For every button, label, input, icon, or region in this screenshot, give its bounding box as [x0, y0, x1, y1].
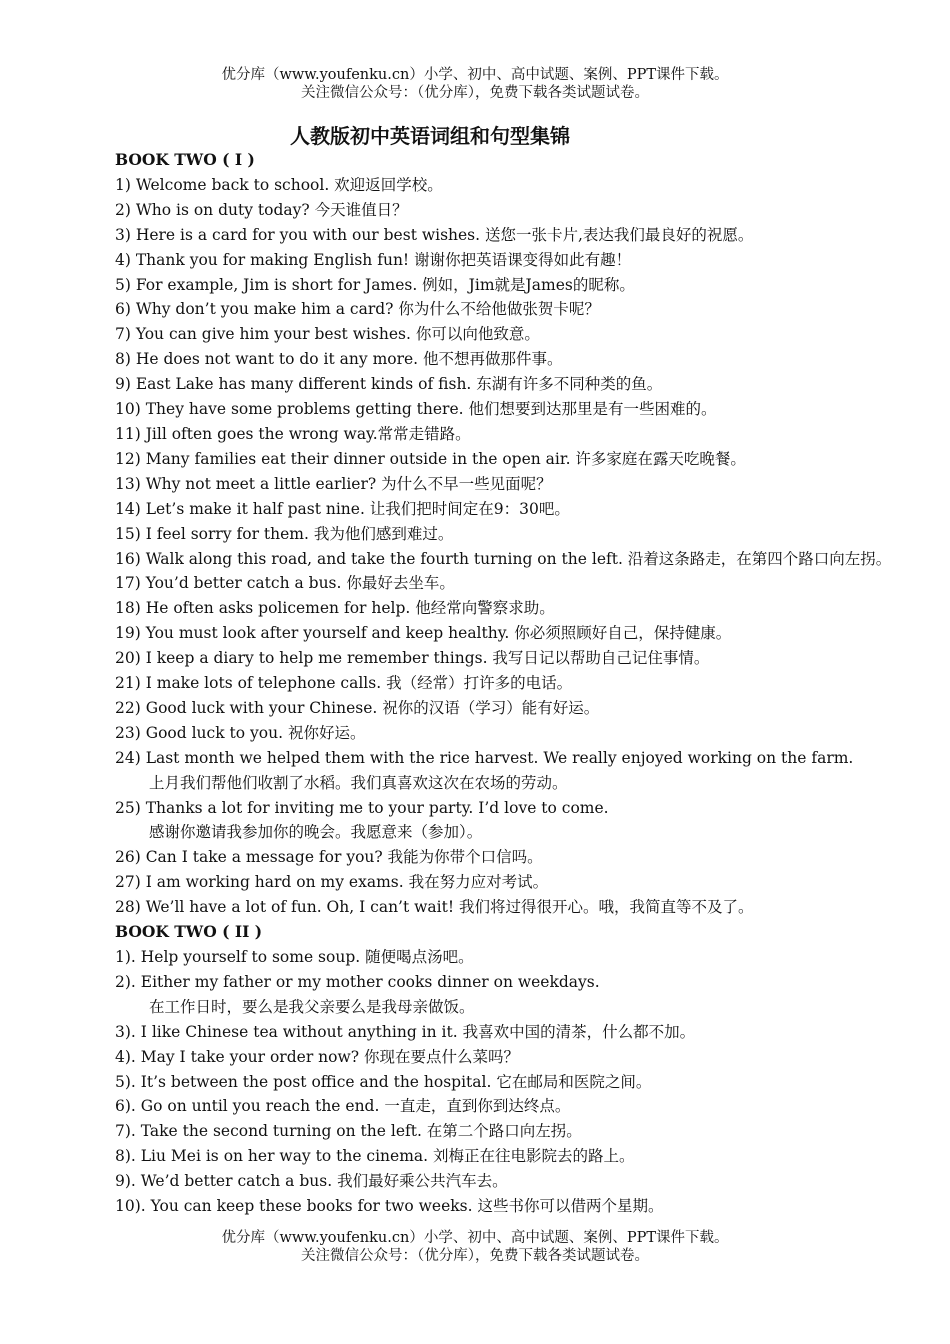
phrase-item: 25) Thanks a lot for inviting me to your party. I’d love to come.: [115, 798, 609, 817]
phrase-item: 8) He does not want to do it any more. 他不想再做那件事。: [115, 350, 563, 369]
phrase-item: 9) East Lake has many different kinds of fish. 东湖有许多不同种类的鱼。: [115, 375, 663, 394]
phrase-item: 4). May I take your order now? 你现在要点什么菜吗？: [115, 1047, 519, 1066]
document-title: 人教版初中英语词组和句型集锦: [290, 124, 570, 148]
phrase-item: 1) Welcome back to school. 欢迎返回学校。: [115, 175, 443, 194]
phrase-item: 27) I am working hard on my exams. 我在努力应对考试。: [115, 873, 549, 892]
phrase-item: 5) For example, Jim is short for James. 例如，Jim就是James的昵称。: [115, 275, 635, 294]
footer-line-2: 关注微信公众号：（优分库），免费下载各类试题试卷。: [301, 1248, 649, 1264]
phrase-item: 21) I make lots of telephone calls. 我（经常）打许多的电话。: [115, 674, 573, 693]
phrase-item: 11) Jill often goes the wrong way.常常走错路。: [115, 424, 471, 443]
phrase-item: 23) Good luck to you. 祝你好运。: [115, 723, 366, 742]
phrase-item: 3). I like Chinese tea without anything in it. 我喜欢中国的清茶，什么都不加。: [115, 1022, 696, 1041]
page-footer: [0, 1229, 950, 1265]
phrase-item: 16) Walk along this road, and take the fourth turning on the left. 沿着这条路走，在第四个路口向左拐。: [115, 549, 892, 568]
phrase-item: 4) Thank you for making English fun! 谢谢你把英语课变得如此有趣！: [115, 250, 632, 269]
phrase-item: 7) You can give him your best wishes. 你可以向他致意。: [115, 325, 540, 344]
phrase-list: [115, 148, 905, 1219]
phrase-item: 19) You must look after yourself and keep healthy. 你必须照顾好自己，保持健康。: [115, 624, 732, 643]
header-line-2: 关注微信公众号：（优分库），免费下载各类试题试卷。: [301, 85, 649, 101]
phrase-item: 15) I feel sorry for them. 我为他们感到难过。: [115, 524, 454, 543]
phrase-item: 14) Let’s make it half past nine. 让我们把时间定在9：30吧。: [115, 499, 570, 518]
phrase-item: 28) We’ll have a lot of fun. Oh, I can’t wait! 我们将过得很开心。哦，我简直等不及了。: [115, 898, 754, 917]
phrase-item: 8). Liu Mei is on her way to the cinema. 刘梅正在往电影院去的路上。: [115, 1147, 635, 1166]
translation-line: 在工作日时，要么是我父亲要么是我母亲做饭。: [149, 997, 475, 1016]
phrase-item: 9). We’d better catch a bus. 我们最好乘公共汽车去。: [115, 1172, 508, 1191]
phrase-item: 10). You can keep these books for two weeks. 这些书你可以借两个星期。: [115, 1197, 664, 1216]
phrase-item: 6) Why don’t you make him a card? 你为什么不给他做张贺卡呢？: [115, 300, 600, 319]
phrase-item: 2). Either my father or my mother cooks dinner on weekdays.: [115, 972, 600, 991]
translation-line: 感谢你邀请我参加你的晚会。我愿意来（参加）。: [149, 823, 483, 842]
header-line-1: 优分库（www.youfenku.cn）小学、初中、高中试题、案例、PPT课件下载。: [221, 67, 729, 83]
phrase-item: 20) I keep a diary to help me remember things. 我写日记以帮助自己记住事情。: [115, 649, 710, 668]
footer-line-1: 优分库（www.youfenku.cn）小学、初中、高中试题、案例、PPT课件下载。: [221, 1230, 729, 1246]
translation-line: 上月我们帮他们收割了水稻。我们真喜欢这次在农场的劳动。: [149, 773, 568, 792]
phrase-item: 22) Good luck with your Chinese. 祝你的汉语（学习）能有好运。: [115, 698, 600, 717]
phrase-item: 18) He often asks policemen for help. 他经常向警察求助。: [115, 599, 555, 618]
section-heading: BOOK TWO ( II ): [115, 922, 263, 942]
phrase-item: 5). It’s between the post office and the hospital. 它在邮局和医院之间。: [115, 1072, 652, 1091]
section-heading: BOOK TWO ( I ): [115, 150, 255, 169]
phrase-item: 3) Here is a card for you with our best wishes. 送您一张卡片,表达我们最良好的祝愿。: [115, 225, 754, 244]
phrase-item: 7). Take the second turning on the left. 在第二个路口向左拐。: [115, 1122, 582, 1141]
phrase-item: 24) Last month we helped them with the rice harvest. We really enjoyed working on the farm.: [115, 748, 854, 767]
phrase-item: 26) Can I take a message for you? 我能为你带个口信吗。: [115, 848, 543, 867]
page-header: [0, 66, 950, 102]
phrase-item: 2) Who is on duty today? 今天谁值日？: [115, 200, 408, 219]
phrase-item: 13) Why not meet a little earlier? 为什么不早一些见面呢？: [115, 474, 552, 493]
phrase-item: 6). Go on until you reach the end. 一直走，直到你到达终点。: [115, 1097, 571, 1116]
phrase-item: 17) You’d better catch a bus. 你最好去坐车。: [115, 574, 455, 593]
phrase-item: 1). Help yourself to some soup. 随便喝点汤吧。: [115, 948, 474, 966]
phrase-item: 10) They have some problems getting there. 他们想要到达那里是有一些困难的。: [115, 400, 717, 419]
phrase-item: 12) Many families eat their dinner outside in the open air. 许多家庭在露天吃晚餐。: [115, 449, 746, 468]
